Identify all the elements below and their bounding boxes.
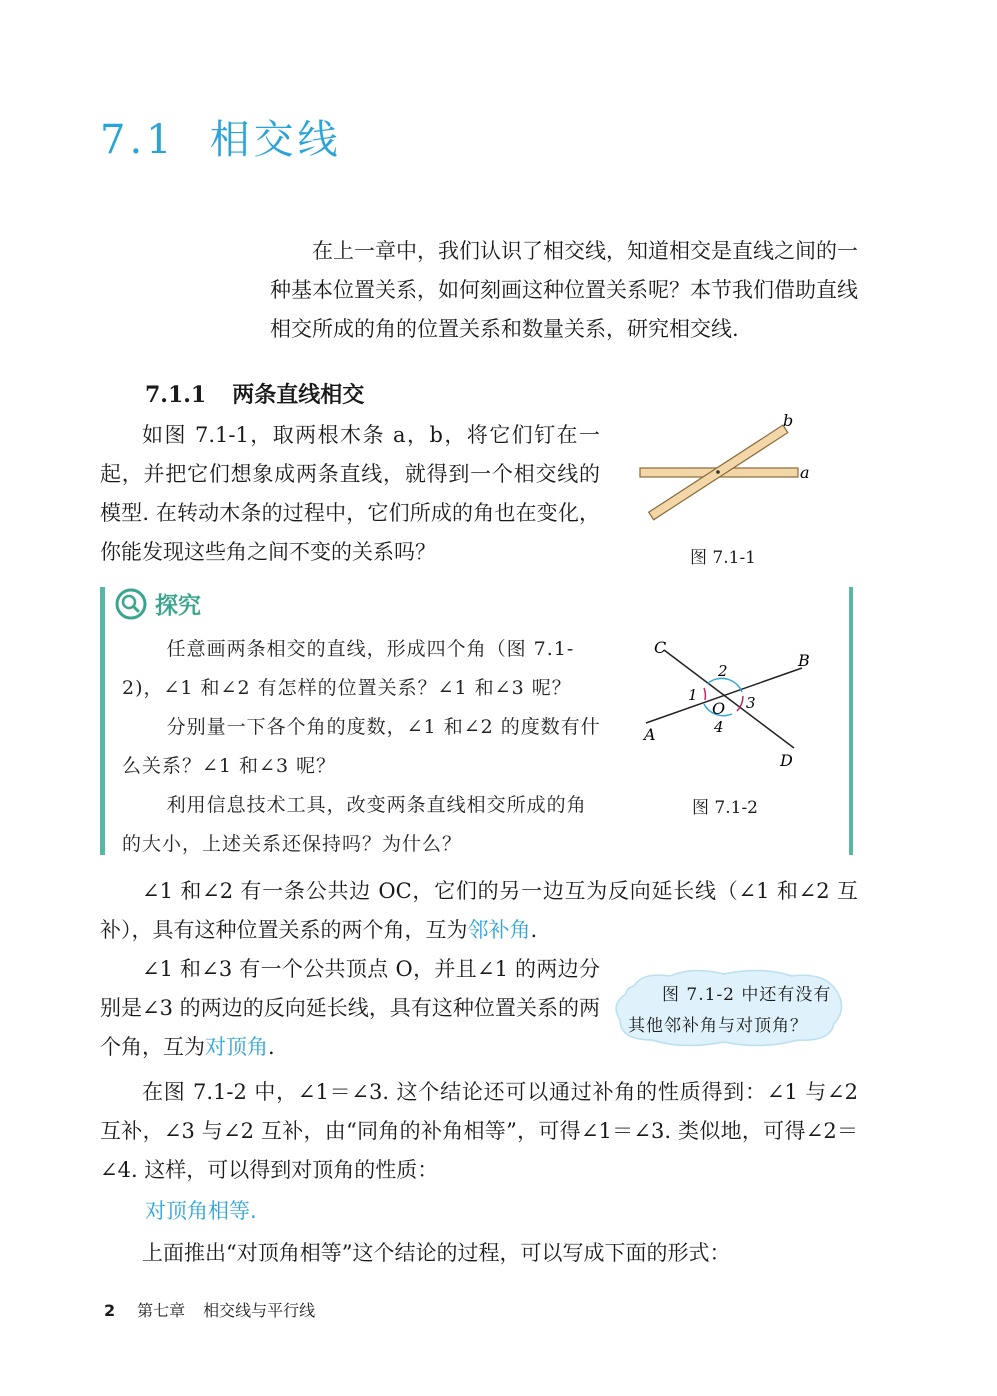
section-heading xyxy=(145,378,364,409)
page-number: 2 xyxy=(104,1301,116,1320)
label-angle-3: 3 xyxy=(746,694,756,712)
para2-text: ∠1 和∠2 有一条公共边 OC，它们的另一边互为反向延长线（∠1 和∠2 互补），具有这种位置关系的两个角，互为 xyxy=(100,879,858,942)
figure-intersecting-lines xyxy=(632,628,822,778)
nail-point xyxy=(716,470,720,474)
para2-end: . xyxy=(530,918,538,942)
footer-chapter: 第七章 xyxy=(137,1301,186,1320)
label-C: C xyxy=(654,638,667,657)
figure-wood-sticks xyxy=(630,408,820,533)
chapter-title xyxy=(100,108,342,165)
figure2-caption: 图 7.1-2 xyxy=(692,798,758,818)
term-adjacent-supplementary: 邻补角 xyxy=(467,918,531,942)
label-angle-1: 1 xyxy=(688,686,698,704)
term-vertical-angles: 对顶角 xyxy=(205,1035,268,1059)
angle-1-arc xyxy=(704,688,705,700)
label-D: D xyxy=(780,751,793,770)
label-a: a xyxy=(800,463,810,482)
section-title: 两条直线相交 xyxy=(232,383,365,408)
figure1-caption: 图 7.1-1 xyxy=(690,548,756,568)
para3-end: . xyxy=(268,1035,275,1059)
label-B: B xyxy=(798,651,810,670)
paragraph-intro-model: 如图 7.1-1，取两根木条 a，b，将它们钉在一起，并把它们想象成两条直线，就得到一个相交线的模型. 在转动木条的过程中，它们所成的角也在变化，你能发现这些角之间不变的关系吗？ xyxy=(100,423,600,564)
label-O: O xyxy=(712,699,726,718)
explore-border-left xyxy=(100,587,105,855)
label-angle-2: 2 xyxy=(718,662,728,680)
thought-cloud-text: 图 7.1-2 中还有没有其他邻补角与对顶角？ xyxy=(628,985,832,1036)
explore-border-right xyxy=(849,587,853,855)
page-footer xyxy=(104,1298,315,1321)
line-cd xyxy=(664,650,794,748)
label-angle-4: 4 xyxy=(714,718,724,736)
para3-text: ∠1 和∠3 有一个公共顶点 O，并且∠1 的两边分别是∠3 的两边的反向延长线，具有这种位置关系的两个角，互为 xyxy=(100,957,600,1059)
explore-text xyxy=(122,630,602,864)
paragraph-adjacent-angles xyxy=(100,872,858,950)
explore-line-3: 利用信息技术工具，改变两条直线相交所成的角的大小，上述关系还保持吗？为什么？ xyxy=(122,794,587,855)
vertical-angles-property: 对顶角相等. xyxy=(145,1199,257,1223)
paragraph-vertical-angles xyxy=(100,950,600,1067)
paragraph-property-derivation: 在图 7.1-2 中，∠1＝∠3. 这个结论还可以通过补角的性质得到：∠1 与∠2 互补，∠3 与∠2 互补，由“同角的补角相等”，可得∠1＝∠3. 类似地，可得∠2＝∠4. 这样，可以得到对顶角的性质： xyxy=(100,1080,858,1182)
explore-line-1: 任意画两条相交的直线，形成四个角（图 7.1-2)，∠1 和∠2 有怎样的位置关系？∠1 和∠3 呢？ xyxy=(122,638,575,699)
magnifier-icon xyxy=(115,588,147,620)
paragraph-proof-form: 上面推出“对顶角相等”这个结论的过程，可以写成下面的形式： xyxy=(142,1241,731,1265)
section-number: 7.1.1 xyxy=(145,382,207,408)
label-A: A xyxy=(644,725,656,744)
angle-2-arc xyxy=(707,678,742,692)
chapter-title-text: 相交线 xyxy=(209,117,342,163)
chapter-number: 7.1 xyxy=(100,117,176,163)
intro-paragraph: 在上一章中，我们认识了相交线，知道相交是直线之间的一种基本位置关系，如何刻画这种位置关系呢？本节我们借助直线相交所成的角的位置关系和数量关系，研究相交线. xyxy=(270,239,858,341)
footer-title: 相交线与平行线 xyxy=(203,1301,316,1320)
explore-label: 探究 xyxy=(155,593,201,619)
label-b: b xyxy=(783,411,794,430)
explore-line-2: 分别量一下各个角的度数，∠1 和∠2 的度数有什么关系？∠1 和∠3 呢？ xyxy=(122,716,601,777)
